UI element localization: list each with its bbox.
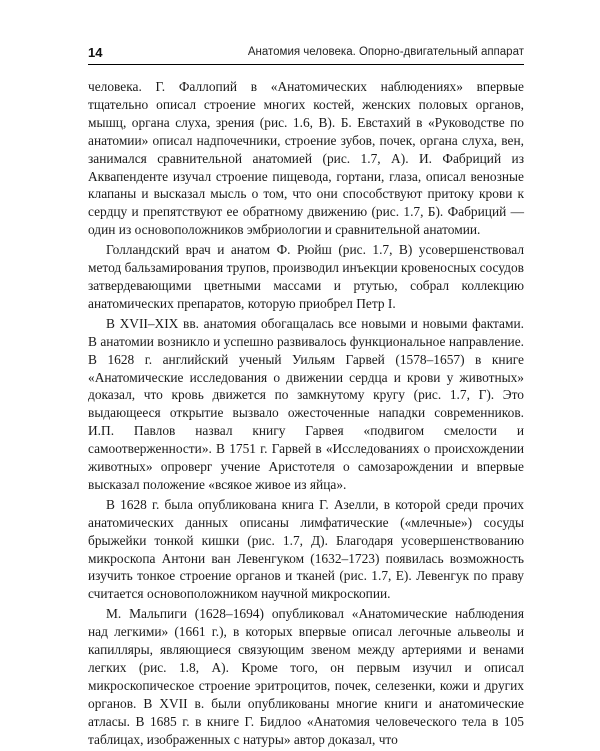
running-title: Анатомия человека. Опорно-двигательный аппарат bbox=[247, 46, 524, 58]
body-text bbox=[88, 78, 524, 751]
paragraph-5: М. Мальпиги (1628–1694) опубликовал «Анатомические наблюдения над легкими» (1661 г.), в которых впервые описал легочные альвеолы и капилляры, являющиеся связующим звеном между артериями и венами легких (рис. 1.8, А). Кроме того, он первым изучил и описал микроскопическое строение эритроцитов, почек, селезенки, кожи и других органов. В XVII в. были опубликованы многие книги и анатомические атласы. В 1685 г. в книге Г. Бидлоо «Анатомия человеческого тела в 105 таблицах, изображенных с натуры» автор доказал, что bbox=[88, 606, 524, 747]
page-header bbox=[88, 42, 524, 65]
paragraph-4: В 1628 г. была опубликована книга Г. Азелли, в которой среди прочих анатомических данных описаны лимфатические («млечные») сосуды брыжейки тонкой кишки (рис. 1.7, Д). Благодаря усовершенствованию микроскопа Антони ван Левенгуком (1632–1723) появилась возможность изучить тонкое строение органов и тканей (рис. 1.7, Е). Левенгук по праву считается основоположником научной микроскопии. bbox=[88, 496, 524, 602]
paragraph-3: В XVII–XIX вв. анатомия обогащалась все новыми и новыми фактами. В анатомии возникло и успешно развивалось функциональное направление. В 1628 г. английский ученый Уильям Гарвей (1578–1657) в книге «Анатомические исследования о движении сердца и крови у животных» доказал, что кровь движется по замкнутому кругу (рис. 1.7, Г). Это выдающееся открытие вызвало ожесточенные нападки современников. И.П. Павлов назвал книгу Гарвея «подвигом смелости и самоотверженности». В 1751 г. Гарвей в «Исследованиях о происхождении животных» опроверг учение Аристотеля о самозарождении и впервые высказал положение «всякое живое из яйца». bbox=[88, 315, 524, 492]
page-number: 14 bbox=[88, 45, 103, 60]
paragraph-2: Голландский врач и анатом Ф. Рюйш (рис. 1.7, В) усовершенствовал метод бальзамирования трупов, производил инъекции кровеносных сосудов затвердевающими цветными массами и ртутью, собрал коллекцию анатомических препаратов, которую приобрел Петр I. bbox=[88, 242, 524, 311]
paragraph-1: человека. Г. Фаллопий в «Анатомических наблюдениях» впервые тщательно описал строение многих костей, женских половых органов, мышц, органа слуха, зрения (рис. 1.6, В). Б. Евстахий в «Руководстве по анатомии» описал надпочечники, строение зубов, почек, органа слуха, вен, занимался сравнительной анатомией (рис. 1.7, А). И. Фабриций из Аквапенденте изучал строение пищевода, гортани, глаза, описал венозные клапаны и высказал мысль о том, что они способствуют притоку крови к сердцу и препятствуют ее обратному движению (рис. 1.7, Б). Фабриций — один из основоположников эмбриологии и сравнительной анатомии. bbox=[88, 79, 524, 238]
